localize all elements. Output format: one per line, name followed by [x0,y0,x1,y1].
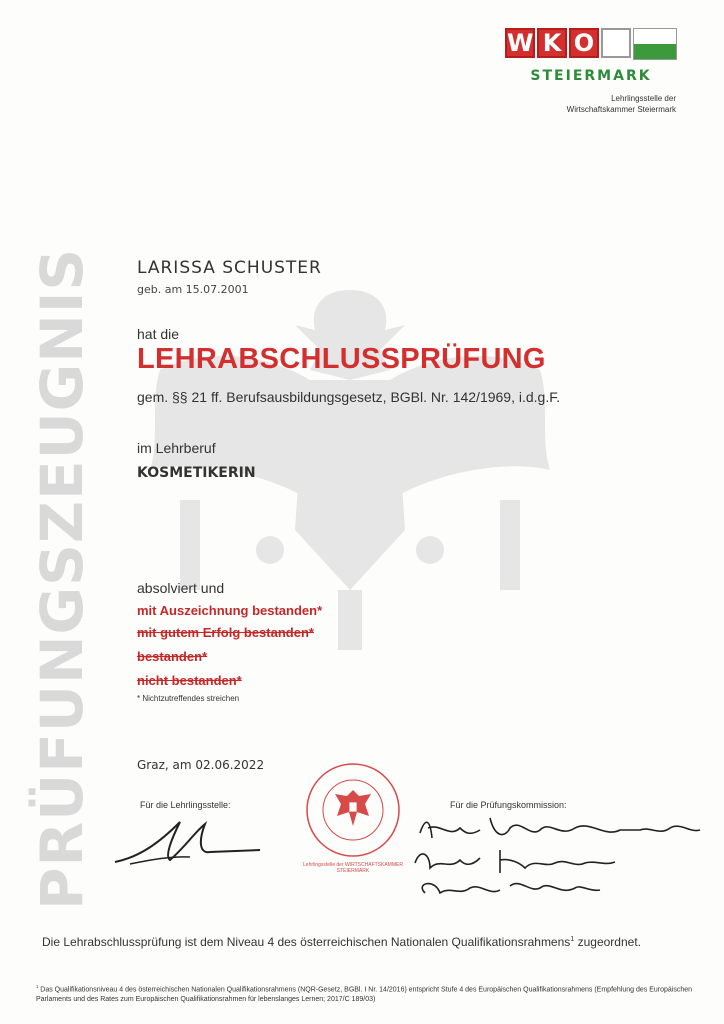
wko-logo [505,28,677,88]
result-intro: absolviert und [137,580,225,596]
candidate-birth-date: geb. am 15.07.2001 [137,283,249,296]
candidate-name: LARISSA SCHUSTER [137,258,322,278]
exam-intro: hat die [137,326,180,342]
logo-letter-k: K [537,28,567,58]
grade-failed: nicht bestanden* [137,673,242,688]
place-and-date: Graz, am 02.06.2022 [137,758,265,772]
profession-intro: im Lehrberuf [137,440,216,456]
left-signature-caption: Für die Lehrlingsstelle: [140,800,231,810]
level-statement-text: Die Lehrabschlussprüfung ist dem Niveau 4 des österreichischen Nationalen Qualifikationsrahmens [42,935,571,949]
vertical-watermark-title: PRÜFUNGSZEUGNIS [28,247,96,910]
logo-blank-box [601,28,631,58]
profession: KOSMETIKERIN [137,465,256,481]
footnote-marker: 1 [36,984,39,989]
right-signature-caption: Für die Prüfungskommission: [450,800,567,810]
footnote [36,982,696,1005]
left-signature [110,812,270,872]
styria-flag-icon [633,28,677,60]
level-statement-tail: zugeordnet. [574,935,641,949]
footnote-text: Das Qualifikationsniveau 4 des österreichischen Nationalen Qualifikationsrahmens (NQR-Gesetz, BGBl. I Nr. 14/2016) entspricht Stufe 4 des Europäischen Qualifikationsrahmens (Empfehlung des Europäischen Parlaments und des Rates zum Europäischen Qualifikationsrahmen für lebenslanges Lernen; 2017/C 189/03) [36,986,693,1004]
grade-good-success: mit gutem Erfolg bestanden* [137,625,314,640]
grade-distinction: mit Auszeichnung bestanden* [137,603,323,618]
legal-basis: gem. §§ 21 ff. Berufsausbildungsgesetz, BGBl. Nr. 142/1969, i.d.g.F. [137,389,561,405]
strike-instruction-note: * Nichtzutreffendes streichen [137,694,240,703]
qualification-level-statement [42,934,641,949]
logo-region: STEIERMARK [530,68,652,84]
grade-passed: bestanden* [137,649,208,664]
seal-text: Lehrlingsstelle der WIRTSCHAFTSKAMMER STEIERMARK [303,862,403,874]
issuer-line-2: Wirtschaftskammer Steiermark [566,105,676,114]
official-seal-icon [303,760,403,860]
level-statement-footnote-ref: 1 [570,934,575,943]
exam-title: LEHRABSCHLUSSPRÜFUNG [137,343,546,375]
committee-signatures [410,808,710,908]
issuer-block [567,93,676,115]
logo-letter-o: O [569,28,599,58]
logo-letter-w: W [507,29,534,57]
issuer-line-1: Lehrlingsstelle der [611,94,676,103]
